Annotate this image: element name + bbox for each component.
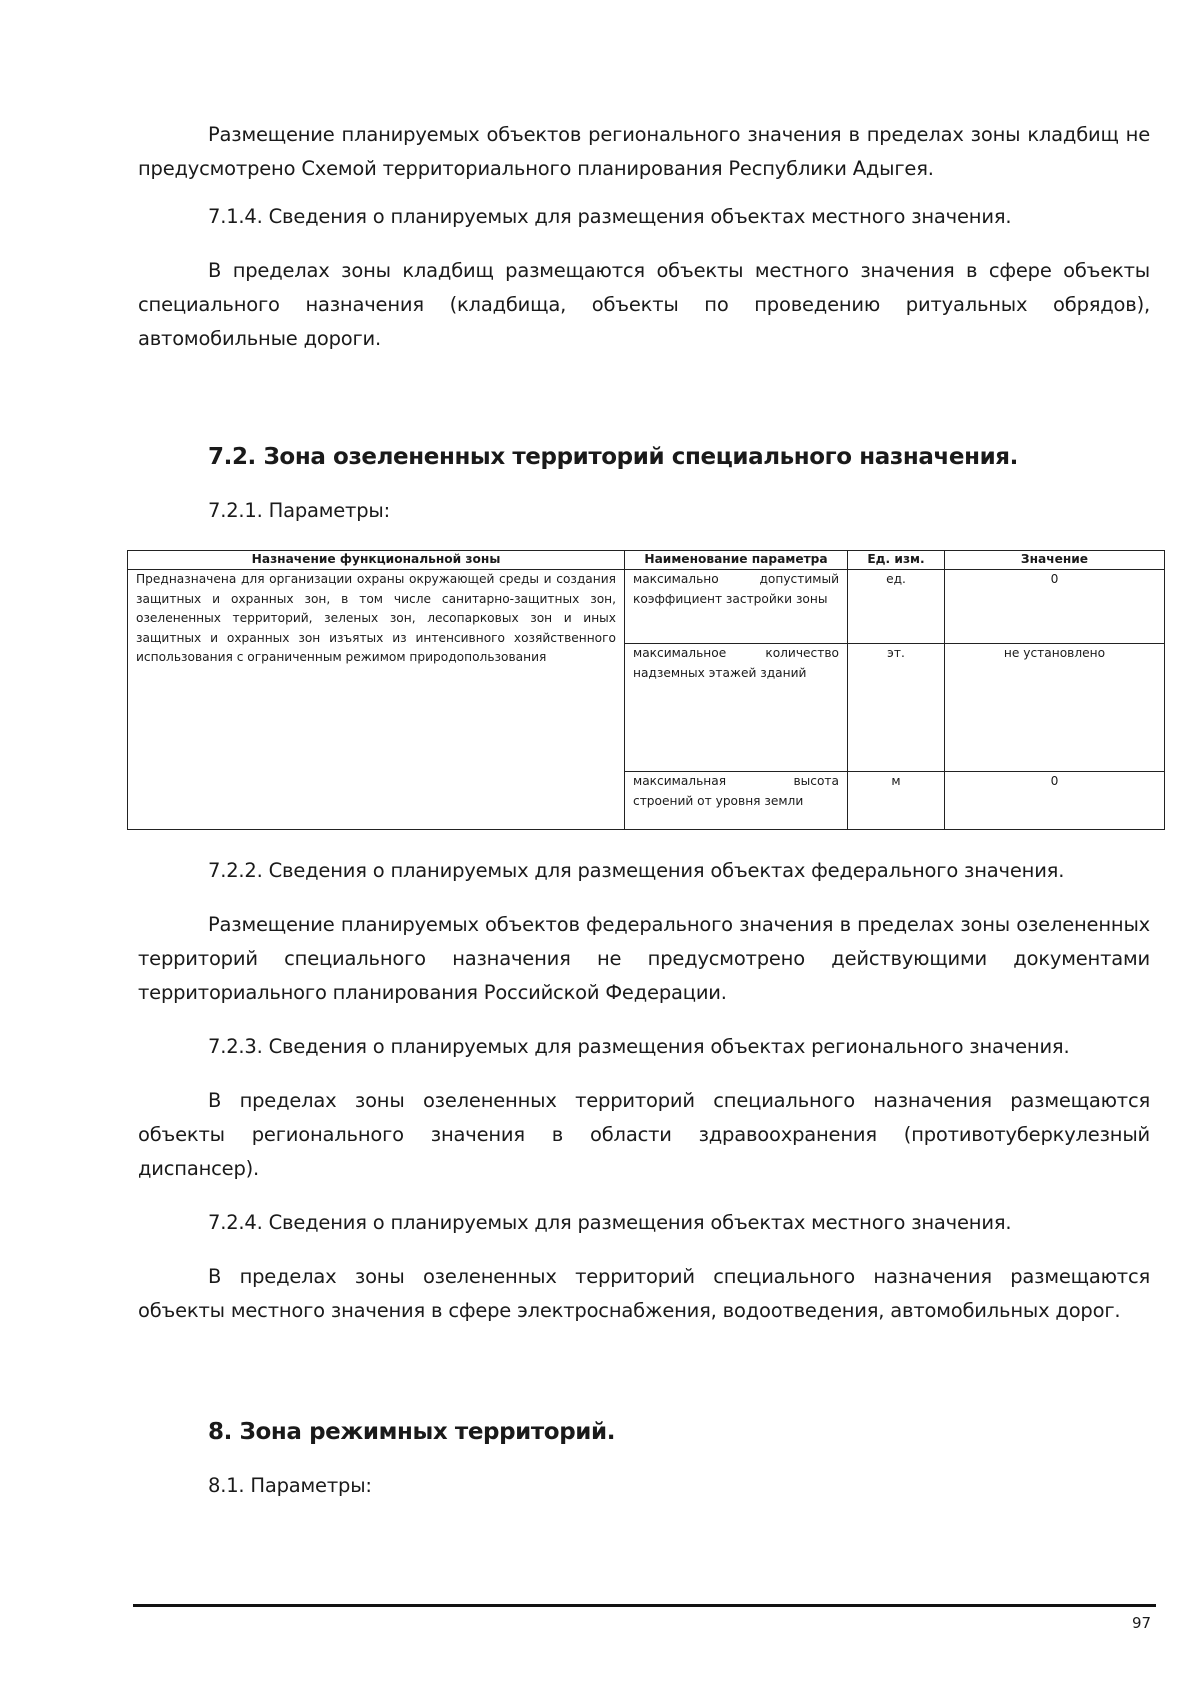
params-label-81: 8.1. Параметры: xyxy=(208,1474,372,1497)
param-name-cell: максимальная высота строений от уровня земли xyxy=(625,772,848,830)
param-name-cell: максимальное количество надземных этажей зданий xyxy=(625,644,848,772)
section-title-8: 8. Зона режимных территорий. xyxy=(208,1419,616,1445)
header-param: Наименование параметра xyxy=(625,551,848,570)
paragraph-federal-green: Размещение планируемых объектов федерального значения в пределах зоны озелененных территорий специального назначения не предусмотрено действующими документами территориального планирования Российской Федерации. xyxy=(138,913,1150,1004)
value-cell: не установлено xyxy=(945,644,1165,772)
parameters-table xyxy=(127,550,1165,830)
zone-purpose-cell: Предназначена для организации охраны окружающей среды и создания защитных и охранных зон, в том числе санитарно-защитных зон, озелененных территорий, зеленых зон, лесопарковых зон и иных защитных и охранных зон изъятых из интенсивного хозяйственного использования с ограниченным режимом природопользования xyxy=(128,570,625,830)
paragraph-local-green: В пределах зоны озелененных территорий специального назначения размещаются объекты местного значения в сфере электроснабжения, водоотведения, автомобильных дорог. xyxy=(138,1265,1150,1322)
value-cell: 0 xyxy=(945,772,1165,830)
page-number: 97 xyxy=(1132,1614,1152,1632)
paragraph-regional-cemetery: Размещение планируемых объектов регионального значения в пределах зоны кладбищ не предусмотрено Схемой территориального планирования Республики Адыгея. xyxy=(138,123,1150,180)
params-label-721: 7.2.1. Параметры: xyxy=(208,499,390,522)
header-unit: Ед. изм. xyxy=(848,551,945,570)
table-header-row xyxy=(128,551,1165,570)
unit-cell: эт. xyxy=(848,644,945,772)
subheading-722: 7.2.2. Сведения о планируемых для размещения объектах федерального значения. xyxy=(208,859,1065,882)
section-title-72: 7.2. Зона озелененных территорий специального назначения. xyxy=(208,444,1018,470)
unit-cell: ед. xyxy=(848,570,945,644)
subheading-714: 7.1.4. Сведения о планируемых для размещения объектах местного значения. xyxy=(208,205,1012,228)
table-row xyxy=(128,570,1165,644)
footer-rule xyxy=(133,1604,1156,1607)
value-cell: 0 xyxy=(945,570,1165,644)
subheading-724: 7.2.4. Сведения о планируемых для размещения объектах местного значения. xyxy=(208,1211,1012,1234)
paragraph-local-cemetery: В пределах зоны кладбищ размещаются объекты местного значения в сфере объекты специального назначения (кладбища, объекты по проведению ритуальных обрядов), автомобильные дороги. xyxy=(138,259,1150,350)
paragraph-regional-green: В пределах зоны озелененных территорий специального назначения размещаются объекты регионального значения в области здравоохранения (противотуберкулезный диспансер). xyxy=(138,1089,1150,1180)
param-name-cell: максимально допустимый коэффициент застройки зоны xyxy=(625,570,848,644)
subheading-723: 7.2.3. Сведения о планируемых для размещения объектах регионального значения. xyxy=(208,1035,1070,1058)
header-value: Значение xyxy=(945,551,1165,570)
header-purpose: Назначение функциональной зоны xyxy=(128,551,625,570)
unit-cell: м xyxy=(848,772,945,830)
